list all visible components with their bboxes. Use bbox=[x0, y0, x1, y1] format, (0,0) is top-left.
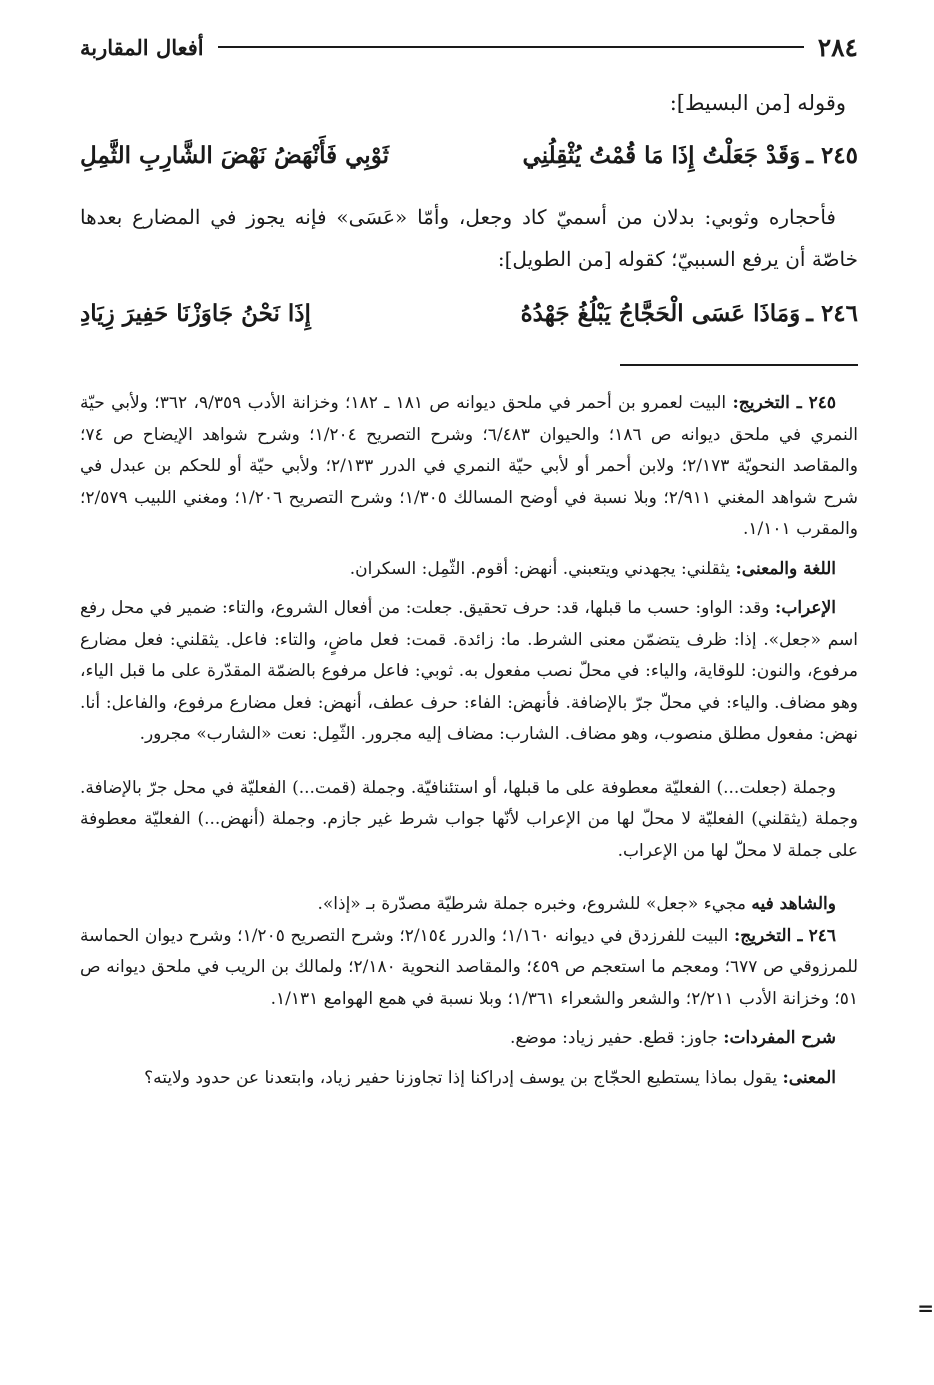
verse-second-hemistich: إِذَا نَحْنُ جَاوَزْنَا حَفِيرَ زِيَادِ bbox=[80, 300, 311, 327]
footnote-text: البيت للفرزدق في ديوانه ١/١٦٠؛ والدرر ٢/١٥٤؛ وشرح التصريح ١/٢٠٥؛ وشرح ديوان الحماسة للمرزوقي ص ٦٧٧؛ ومعجم ما استعجم ص ٤٥٩؛ والمقاصد النحوية ٢/١٨٠؛ ولمالك بن الريب في ملحق ديوانه ص ٥١؛ وخزانة الأدب ٢/٢١١؛ والشعر والشعراء ١/٣٦١؛ وبلا نسبة في همع الهوامع ١/١٣١. bbox=[80, 925, 859, 1009]
page-header bbox=[80, 30, 858, 64]
page-number: ٢٨٤ bbox=[817, 32, 858, 62]
footnote-246-takhrij bbox=[80, 921, 858, 1016]
footnote-maana bbox=[80, 1063, 858, 1095]
verse-first-hemistich: وَقَدْ جَعَلْتُ إِذَا مَا قُمْتُ يُثْقِلُنِي bbox=[522, 142, 801, 169]
footnote-mufradat bbox=[80, 1023, 858, 1055]
footnotes bbox=[80, 388, 858, 1094]
footnote-separator bbox=[620, 364, 858, 366]
verse-intro: وقوله [من البسيط]: bbox=[669, 91, 846, 115]
footnote-label: شرح المفردات: bbox=[723, 1028, 836, 1048]
footnote-text: البيت لعمرو بن أحمر في ملحق ديوانه ص ١٨١ ـ ١٨٢؛ وخزانة الأدب ٩/٣٥٩، ٣٦٢؛ ولأبي حيّة النمري في ملحق ديوانه ص ١٨٦؛ والحيوان ٦/٤٨٣؛ وشرح التصريح ١/٢٠٤؛ وشرح شواهد الإيضاح ص ٧٤؛ والمقاصد النحويّة ٢/١٧٣؛ ولابن أحمر أو لأبي حيّة النمري في الدرر ٢/١٣٣؛ ولأبي حيّة أو للحكم بن عبدل في شرح شواهد المغني ٢/٩١١؛ وبلا نسبة في أوضح المسالك ١/٣٠٥؛ وشرح التصريح ١/٢٠٦؛ ومغني اللبيب ٢/٥٧٩؛ والمقرب ١/١٠١. bbox=[80, 393, 858, 539]
footnote-text: جاوز: قطع. حفير زياد: موضع. bbox=[509, 1028, 724, 1048]
footnote-jumla: وجملة (جعلت...) الفعليّة معطوفة على ما قبلها، أو استئنافيّة. وجملة (قمت...) الفعليّة في محل جرّ بالإضافة. وجملة (يثقلني) الفعليّة لا محلّ لها من الإعراب لأنّها جواب شرط غير جازم. وجملة (أنهض...) الفعليّة معطوفة على جملة لا محلّ لها من الإعراب. bbox=[80, 777, 858, 861]
footnote-text: يقول بماذا يستطيع الحجّاج بن يوسف إدراكنا إذا تجاوزنا حفير زياد، وابتعدنا عن حدود ولايته؟ bbox=[144, 1067, 783, 1088]
footnote-label: الإعراب: bbox=[775, 598, 836, 618]
footnote-text: مجيء «جعل» للشروع، وخبره جملة شرطيّة مصدّرة بـ «إذا». bbox=[317, 894, 752, 914]
footnote-label: اللغة والمعنى: bbox=[735, 558, 836, 579]
footnote-label: والشاهد فيه bbox=[751, 894, 836, 914]
verse-second-hemistich: ثَوْبِي فَأَنْهَضُ نَهْضَ الشَّارِبِ الثَّمِلِ bbox=[80, 142, 389, 169]
verse-245 bbox=[80, 134, 858, 178]
footnote-label: المعنى: bbox=[782, 1067, 836, 1088]
footnote-lugha bbox=[80, 554, 858, 586]
footnote-shahid bbox=[80, 889, 858, 921]
footnote-label: ٢٤٦ ـ التخريج: bbox=[733, 925, 836, 946]
footnote-text: وقد: الواو: حسب ما قبلها، قد: حرف تحقيق. جعلت: من أفعال الشروع، والتاء: ضمير في محل رفع اسم «جعل». إذا: ظرف يتضمّن معنى الشرط. ما: زائدة. قمت: فعل ماضٍ، والتاء: فاعل. يثقلني: فعل مضارع مرفوع، والنون: للوقاية، والياء: في محلّ نصب مفعول به. ثوبي: فاعل مرفوع بالضمّة المقدّرة على ما قبل الياء، وهو مضاف. والياء: في محلّ جرّ بالإضافة. فأنهض: الفاء: حرف عطف، أنهض: فعل مضارع مرفوع، والفاعل: أنا. نهض: مفعول مطلق منصوب، وهو مضاف. الشارب: مضاف إليه مجرور. الثّمِل: نعت «الشارب» مجرور. bbox=[80, 598, 858, 744]
header-rule bbox=[218, 46, 804, 48]
verse-number: ٢٤٦ ـ bbox=[806, 300, 858, 327]
running-title: أفعال المقاربة bbox=[80, 34, 204, 60]
footnote-label: ٢٤٥ ـ التخريج: bbox=[732, 393, 837, 413]
main-text bbox=[80, 82, 858, 336]
verse-246 bbox=[80, 292, 858, 336]
footnote-irab bbox=[80, 593, 858, 751]
footnote-text: يثقلني: يجهدني ويتعبني. أنهض: أقوم. الثّمِل: السكران. bbox=[349, 558, 736, 579]
body-paragraph: فأحجاره وثوبي: بدلان من أسميّ كاد وجعل، وأمّا «عَسَى» فإنه يجوز في المضارع بعدها خاصّة أن يرفع السببيّ؛ كقوله [من الطويل]: bbox=[80, 205, 858, 271]
margin-mark: = bbox=[917, 1296, 934, 1320]
footnote-245-takhrij bbox=[80, 388, 858, 546]
verse-number: ٢٤٥ ـ bbox=[806, 142, 858, 169]
verse-first-hemistich: وَمَاذَا عَسَى الْحَجَّاجُ يَبْلُغُ جَهْدُهُ bbox=[520, 300, 801, 327]
